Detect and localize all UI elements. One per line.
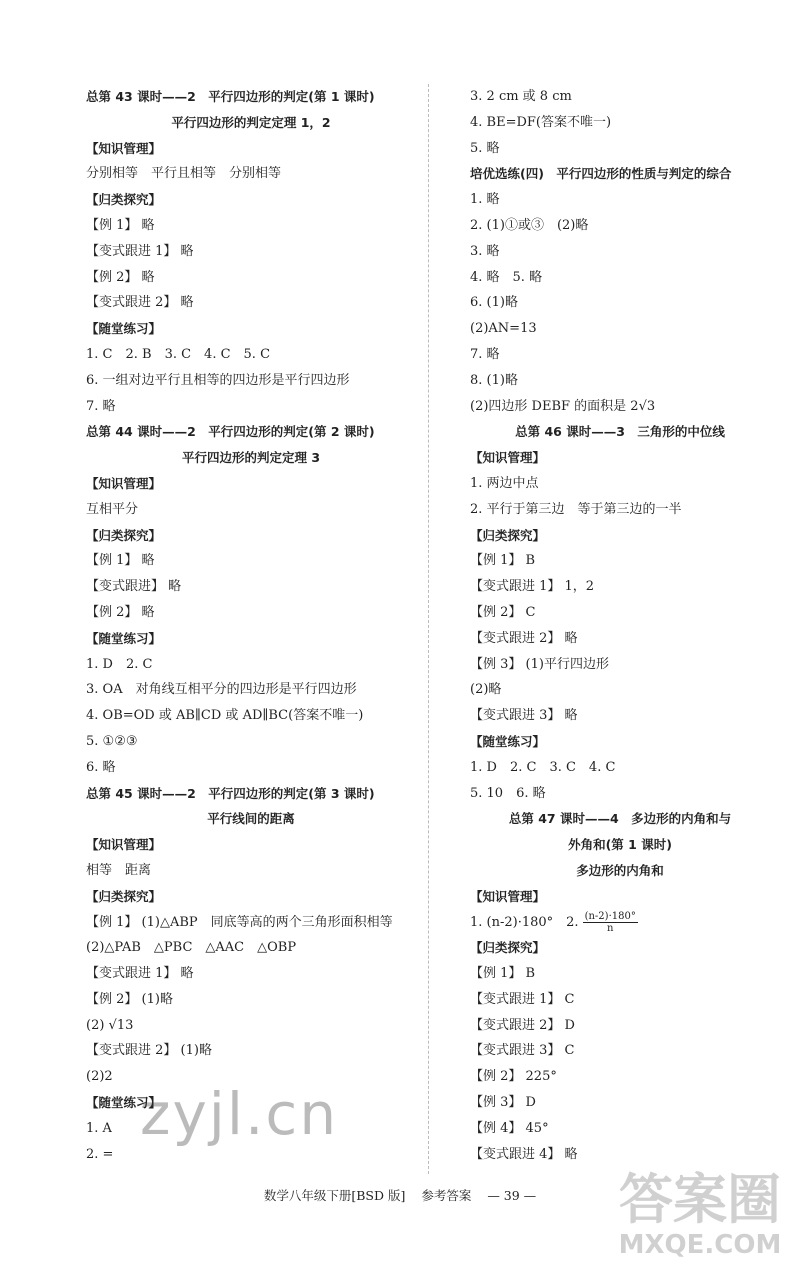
section-label: [86, 136, 416, 162]
line-text: 【归类探究】: [470, 527, 546, 543]
line-text: 3. 2 cm 或 8 cm: [470, 89, 572, 104]
answer-line: [470, 187, 770, 213]
section-label: [470, 523, 770, 549]
line-text: 2. =: [86, 1146, 114, 1162]
line-text: 7. 略: [86, 398, 116, 414]
line-text: 相等 距离: [86, 862, 152, 878]
line-text: 培优选练(四) 平行四边形的性质与判定的综合: [470, 166, 732, 182]
answer-line: [470, 84, 770, 110]
answer-line: [470, 677, 770, 703]
line-text: 【例 2】 略: [86, 269, 155, 285]
line-text: 【例 4】 45°: [470, 1120, 549, 1136]
line-text: 【变式跟进 3】 略: [470, 708, 578, 724]
answer-line: [86, 368, 416, 394]
line-text: 【归类探究】: [86, 888, 162, 904]
answer-line: [470, 239, 770, 265]
line-text: 8. (1)略: [470, 372, 518, 388]
line-text: 【变式跟进 2】 D: [470, 1017, 575, 1033]
line-text: 【随堂练习】: [86, 321, 162, 337]
answer-line: [470, 316, 770, 342]
line-text: 平行线间的距离: [207, 811, 295, 827]
answer-line: [86, 213, 416, 239]
line-text: 5. 10 6. 略: [470, 785, 546, 801]
section-label: [86, 316, 416, 342]
line-text: 【例 2】 略: [86, 604, 155, 620]
answer-line: [86, 858, 416, 884]
section-label: [86, 832, 416, 858]
answer-line: [470, 265, 770, 291]
line-text: 1. 两边中点: [470, 475, 539, 491]
line-text: 【变式跟进 1】 略: [86, 966, 194, 982]
line-text: 【归类探究】: [86, 192, 162, 208]
answer-line: [470, 548, 770, 574]
answer-line: [470, 1038, 770, 1064]
answer-line: [86, 161, 416, 187]
answer-line: [470, 342, 770, 368]
section-label: [86, 884, 416, 910]
line-text: 【例 1】 B: [470, 553, 536, 569]
line-text: 【例 3】 D: [470, 1095, 536, 1111]
fraction: [583, 911, 638, 934]
footer-page-number: — 39 —: [487, 1188, 537, 1203]
answer-line: [470, 213, 770, 239]
section-label: [470, 935, 770, 961]
line-text: 分别相等 平行且相等 分别相等: [86, 166, 282, 182]
line-text: 平行四边形的判定定理 3: [181, 450, 321, 466]
answer-line: [86, 548, 416, 574]
answer-line: [86, 1038, 416, 1064]
line-text: 【随堂练习】: [470, 733, 546, 749]
lesson-heading: [86, 781, 416, 807]
line-text: 【知识管理】: [470, 888, 546, 904]
line-text: 1. (n-2)·180° 2.: [470, 914, 579, 930]
answer-line: [86, 1013, 416, 1039]
line-text: 【变式跟进 1】 略: [86, 243, 194, 259]
footer-section: 参考答案: [421, 1188, 472, 1203]
line-text: 1. D 2. C 3. C 4. C: [470, 759, 616, 775]
line-text: 6. 略: [86, 759, 116, 775]
section-label: [86, 523, 416, 549]
line-text: 多边形的内角和: [576, 862, 664, 878]
answer-line: [86, 987, 416, 1013]
answer-line: [470, 394, 770, 420]
line-text: 5. 略: [470, 140, 500, 156]
answer-line: [470, 574, 770, 600]
line-text: 【例 1】 略: [86, 553, 155, 569]
line-text: 【例 1】 (1)△ABP 同底等高的两个三角形面积相等: [86, 914, 393, 930]
answer-line: [470, 1064, 770, 1090]
answer-line: [470, 110, 770, 136]
line-text: 【变式跟进】 略: [86, 579, 182, 595]
answer-line: [86, 290, 416, 316]
answer-line: [86, 729, 416, 755]
answer-line: [470, 136, 770, 162]
answer-line: [470, 755, 770, 781]
line-text: 【例 1】 略: [86, 217, 155, 233]
line-text: 【知识管理】: [86, 837, 162, 853]
line-text: 总第 47 课时——4 多边形的内角和与: [508, 811, 732, 827]
left-column: [86, 84, 416, 1167]
line-text: 【例 2】 225°: [470, 1069, 557, 1085]
answer-line: [470, 961, 770, 987]
line-text: 总第 43 课时——2 平行四边形的判定(第 1 课时): [86, 89, 375, 104]
line-text: 互相平分: [86, 501, 139, 517]
line-text: 1. A: [86, 1120, 112, 1136]
line-text: 3. 略: [470, 243, 500, 259]
line-text: 【变式跟进 2】 略: [470, 630, 578, 646]
line-text: 平行四边形的判定定理 1，2: [171, 114, 331, 130]
line-text: (2)2: [86, 1069, 113, 1085]
line-text: 6. (1)略: [470, 295, 518, 311]
lesson-heading: [86, 806, 416, 832]
answer-line: [470, 781, 770, 807]
line-text: 5. ①②③: [86, 733, 138, 749]
watermark-zyjl: zyjl.cn: [140, 1080, 339, 1148]
answer-line: [86, 497, 416, 523]
line-text: 【变式跟进 2】 (1)略: [86, 1043, 212, 1059]
line-text: 【知识管理】: [86, 475, 162, 491]
line-text: 2. 平行于第三边 等于第三边的一半: [470, 501, 682, 517]
answer-line: [86, 703, 416, 729]
line-text: 1. D 2. C: [86, 656, 153, 672]
answer-line: [470, 1142, 770, 1168]
answer-line: [86, 755, 416, 781]
lesson-heading: [86, 445, 416, 471]
line-text: 【归类探究】: [86, 527, 162, 543]
answer-line: [86, 239, 416, 265]
lesson-heading: [470, 419, 770, 445]
line-text: (2) √13: [86, 1017, 134, 1033]
answer-line: [470, 652, 770, 678]
line-text: 1. C 2. B 3. C 4. C 5. C: [86, 346, 271, 362]
right-column: [470, 84, 770, 1167]
lesson-heading: [86, 110, 416, 136]
answer-line: [86, 574, 416, 600]
line-text: (2)略: [470, 682, 502, 698]
line-text: 6. 一组对边平行且相等的四边形是平行四边形: [86, 372, 350, 388]
answer-line: [86, 265, 416, 291]
answer-line: [470, 1013, 770, 1039]
line-text: 总第 46 课时——3 三角形的中位线: [515, 424, 725, 440]
answer-line: [86, 961, 416, 987]
lesson-heading: [470, 832, 770, 858]
line-text: 2. (1)①或③ (2)略: [470, 217, 589, 233]
lesson-heading: [86, 419, 416, 445]
line-text: 1. 略: [470, 192, 500, 208]
line-text: (2)△PAB △PBC △AAC △OBP: [86, 940, 297, 956]
answer-line: [470, 600, 770, 626]
answer-line: [86, 910, 416, 936]
watermark-mxqe: [610, 1170, 790, 1260]
watermark-mxqe-url: MXQE.COM: [618, 1230, 782, 1260]
line-text: 4. OB=OD 或 AB∥CD 或 AD∥BC(答案不唯一): [86, 708, 364, 724]
section-label: [470, 884, 770, 910]
line-text: 外角和(第 1 课时): [568, 837, 672, 853]
answer-line: [86, 652, 416, 678]
lesson-heading: [470, 858, 770, 884]
section-label: [86, 187, 416, 213]
section-label: [86, 626, 416, 652]
line-text: 7. 略: [470, 346, 500, 362]
section-label: [470, 445, 770, 471]
line-text: 【变式跟进 2】 略: [86, 295, 194, 311]
answer-line: [86, 342, 416, 368]
watermark-mxqe-logo: 答案圈: [619, 1168, 781, 1231]
line-text: 【例 2】 C: [470, 604, 536, 620]
answer-line: [470, 987, 770, 1013]
lesson-heading: [470, 806, 770, 832]
fraction-denominator: n: [606, 922, 614, 934]
section-label: [470, 729, 770, 755]
line-text: 【知识管理】: [86, 140, 162, 156]
answer-line: [86, 935, 416, 961]
lesson-heading: [470, 161, 770, 187]
fraction-numerator: (n-2)·180°: [584, 910, 636, 922]
line-text: 【例 3】 (1)平行四边形: [470, 656, 609, 672]
line-text: 4. 略 5. 略: [470, 269, 543, 285]
footer-book: 数学八年级下册[BSD 版]: [263, 1188, 406, 1203]
answer-line: [470, 471, 770, 497]
line-text: 4. BE=DF(答案不唯一): [470, 114, 612, 130]
answer-line: [470, 1116, 770, 1142]
line-text: 3. OA 对角线互相平分的四边形是平行四边形: [86, 682, 357, 698]
line-text: 【随堂练习】: [86, 630, 162, 646]
answer-line: [470, 290, 770, 316]
line-text: 总第 44 课时——2 平行四边形的判定(第 2 课时): [86, 424, 375, 440]
answer-line: [470, 368, 770, 394]
answer-line: [470, 1090, 770, 1116]
answer-line: [470, 497, 770, 523]
line-text: 【随堂练习】: [86, 1095, 162, 1111]
line-text: 【变式跟进 1】 1，2: [470, 579, 595, 595]
line-text: (2)四边形 DEBF 的面积是 2√3: [470, 398, 656, 414]
line-text: 【例 1】 B: [470, 966, 536, 982]
line-text: 总第 45 课时——2 平行四边形的判定(第 3 课时): [86, 785, 375, 801]
column-divider: [428, 84, 429, 1174]
line-text: 【例 2】 (1)略: [86, 991, 173, 1007]
line-text: 【变式跟进 1】 C: [470, 991, 575, 1007]
answer-line: [470, 910, 770, 936]
answer-line: [470, 626, 770, 652]
line-text: (2)AN=13: [470, 321, 537, 337]
line-text: 【归类探究】: [470, 940, 546, 956]
line-text: 【变式跟进 3】 C: [470, 1043, 575, 1059]
section-label: [86, 471, 416, 497]
answer-line: [86, 677, 416, 703]
answer-line: [86, 600, 416, 626]
answer-line: [470, 703, 770, 729]
lesson-heading: [86, 84, 416, 110]
line-text: 【知识管理】: [470, 450, 546, 466]
line-text: 【变式跟进 4】 略: [470, 1146, 578, 1162]
answer-line: [86, 394, 416, 420]
